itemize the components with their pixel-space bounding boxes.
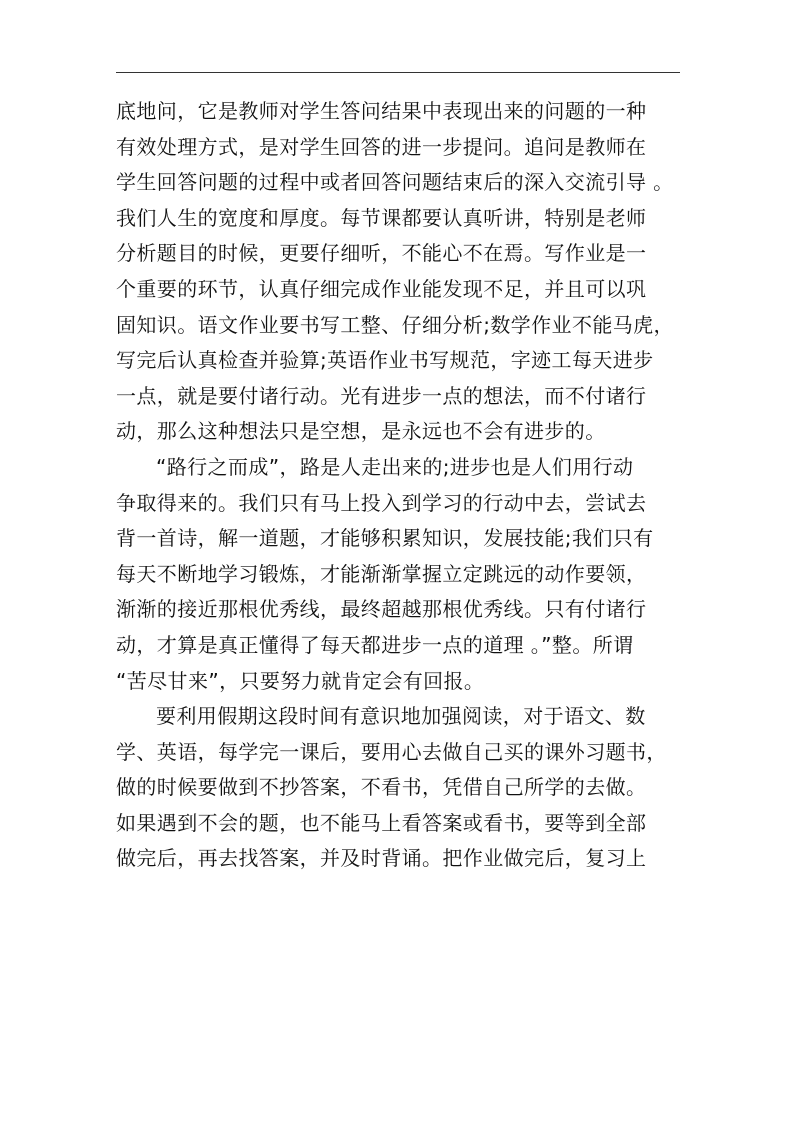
body-text (116, 94, 696, 877)
text-line: 争取得来的。我们只有马上投入到学习的行动中去，尝试去 (116, 490, 647, 515)
text-line: 学生回答问题的过程中或者回答问题结束后的深入交流引导 。 (116, 170, 674, 195)
text-line: 渐渐的接近那根优秀线，最终超越那根优秀线。只有付诸行 (116, 597, 647, 622)
text-line: 我们人生的宽度和厚度。每节课都要认真听讲，特别是老师 (116, 205, 647, 230)
text-line: 学、英语，每学完一课后，要用心去做自己买的课外习题书， (116, 739, 667, 764)
text-line: “苦尽甘来”，只要努力就肯定会有回报。 (116, 668, 485, 693)
text-line: 如果遇到不会的题，也不能马上看答案或看书，要等到全部 (116, 810, 647, 835)
text-line: 做的时候要做到不抄答案，不看书，凭借自己所学的去做。 (116, 775, 647, 800)
text-line: 一点，就是要付诸行动。光有进步一点的想法，而不付诸行 (116, 383, 647, 408)
text-line: 有效处理方式，是对学生回答的进一步提问。追问是教师在 (116, 134, 647, 159)
text-line: 要利用假期这段时间有意识地加强阅读，对于语文、数 (156, 704, 646, 729)
text-line: 写完后认真检查并验算;英语作业书写规范，字迹工每天进步 (116, 348, 654, 373)
text-line: 背一首诗，解一道题，才能够积累知识，发展技能;我们只有 (116, 526, 654, 551)
header-rule (116, 72, 680, 73)
text-line: 固知识。语文作业要书写工整、仔细分析;数学作业不能马虎， (116, 312, 674, 337)
text-line: 做完后，再去找答案，并及时背诵。把作业做完后，复习上 (116, 846, 647, 871)
text-line: 个重要的环节，认真仔细完成作业能发现不足，并且可以巩 (116, 276, 647, 301)
text-line: 动，才算是真正懂得了每天都进步一点的道理 。”整。所谓 (116, 632, 634, 657)
text-line: “路行之而成”，路是人走出来的;进步也是人们用行动 (156, 454, 634, 479)
text-line: 每天不断地学习锻炼，才能渐渐掌握立定跳远的动作要领， (116, 561, 647, 586)
text-line: 底地问，它是教师对学生答问结果中表现出来的问题的一种 (116, 99, 647, 123)
text-line: 动，那么这种想法只是空想，是永远也不会有进步的。 (116, 419, 606, 444)
text-line: 分析题目的时候，更要仔细听，不能心不在焉。写作业是一 (116, 241, 647, 266)
